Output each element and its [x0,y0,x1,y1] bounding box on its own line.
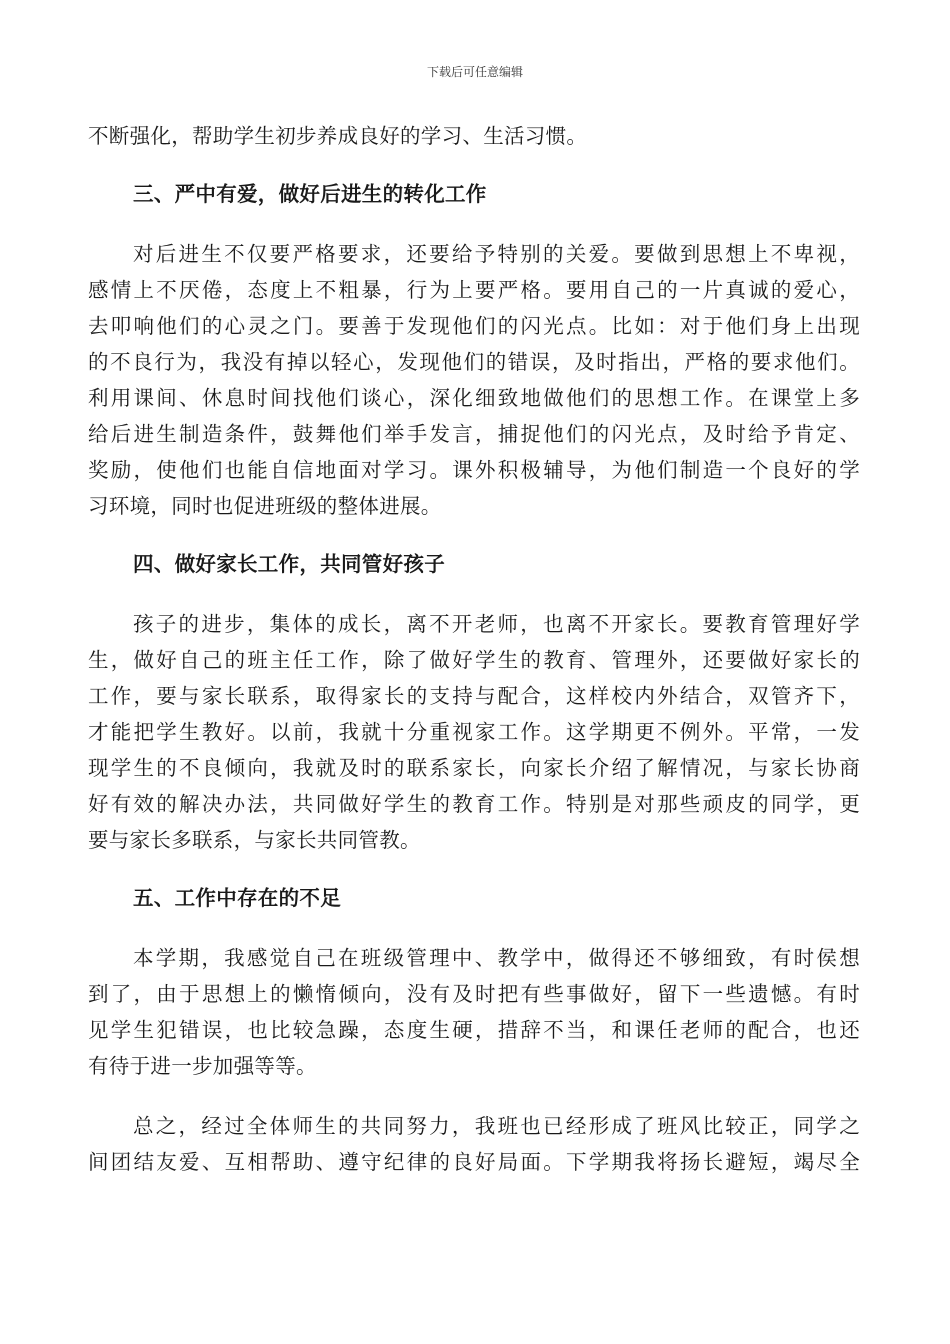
intro-line: 不断强化，帮助学生初步养成良好的学习、生活习惯。 [88,124,588,148]
paragraph-line: 有待于进一步加强等等。 [88,1054,317,1078]
paragraph-line: 总之，经过全体师生的共同努力，我班也已经形成了班风比较正，同学之 [133,1114,860,1138]
paragraph-line: 见学生犯错误，也比较急躁，态度生硬，措辞不当，和课任老师的配合，也还 [88,1018,860,1042]
section-heading-5: 五、工作中存在的不足 [133,886,341,910]
section-heading-4: 四、做好家长工作，共同管好孩子 [133,552,445,576]
paragraph-line: 的不良行为，我没有掉以轻心，发现他们的错误，及时指出，严格的要求他们。 [88,350,860,374]
paragraph-line: 现学生的不良倾向，我就及时的联系家长，向家长介绍了解情况，与家长协商 [88,756,860,780]
paragraph-line: 利用课间、休息时间找他们谈心，深化细致地做他们的思想工作。在课堂上多 [88,386,860,410]
page-header: 下载后可任意编辑 [426,65,523,79]
paragraph-line: 才能把学生教好。以前，我就十分重视家工作。这学期更不例外。平常，一发 [88,720,860,744]
paragraph-line: 感情上不厌倦，态度上不粗暴，行为上要严格。要用自己的一片真诚的爱心， [88,278,860,302]
section-heading-3: 三、严中有爱，做好后进生的转化工作 [133,182,487,206]
paragraph-line: 工作，要与家长联系，取得家长的支持与配合，这样校内外结合，双管齐下， [88,684,860,708]
paragraph-line: 要与家长多联系，与家长共同管教。 [88,828,421,852]
paragraph-line: 本学期，我感觉自己在班级管理中、教学中，做得还不够细致，有时侯想 [133,946,860,970]
document-body [88,118,860,1180]
paragraph-line: 生，做好自己的班主任工作，除了做好学生的教育、管理外，还要做好家长的 [88,648,860,672]
paragraph-line: 孩子的进步，集体的成长，离不开老师，也离不开家长。要教育管理好学 [133,612,860,636]
paragraph-line: 好有效的解决办法，共同做好学生的教育工作。特别是对那些顽皮的同学，更 [88,792,860,816]
paragraph-line: 到了，由于思想上的懒惰倾向，没有及时把有些事做好，留下一些遗憾。有时 [88,982,860,1006]
paragraph-line: 给后进生制造条件，鼓舞他们举手发言，捕捉他们的闪光点，及时给予肯定、 [88,422,860,446]
paragraph-line: 间团结友爱、互相帮助、遵守纪律的良好局面。下学期我将扬长避短，竭尽全 [88,1150,860,1174]
paragraph-line: 去叩响他们的心灵之门。要善于发现他们的闪光点。比如：对于他们身上出现 [88,314,860,338]
paragraph-line: 对后进生不仅要严格要求，还要给予特别的关爱。要做到思想上不卑视， [133,242,860,266]
paragraph-line: 习环境，同时也促进班级的整体进展。 [88,494,442,518]
paragraph-line: 奖励，使他们也能自信地面对学习。课外积极辅导，为他们制造一个良好的学 [88,458,860,482]
